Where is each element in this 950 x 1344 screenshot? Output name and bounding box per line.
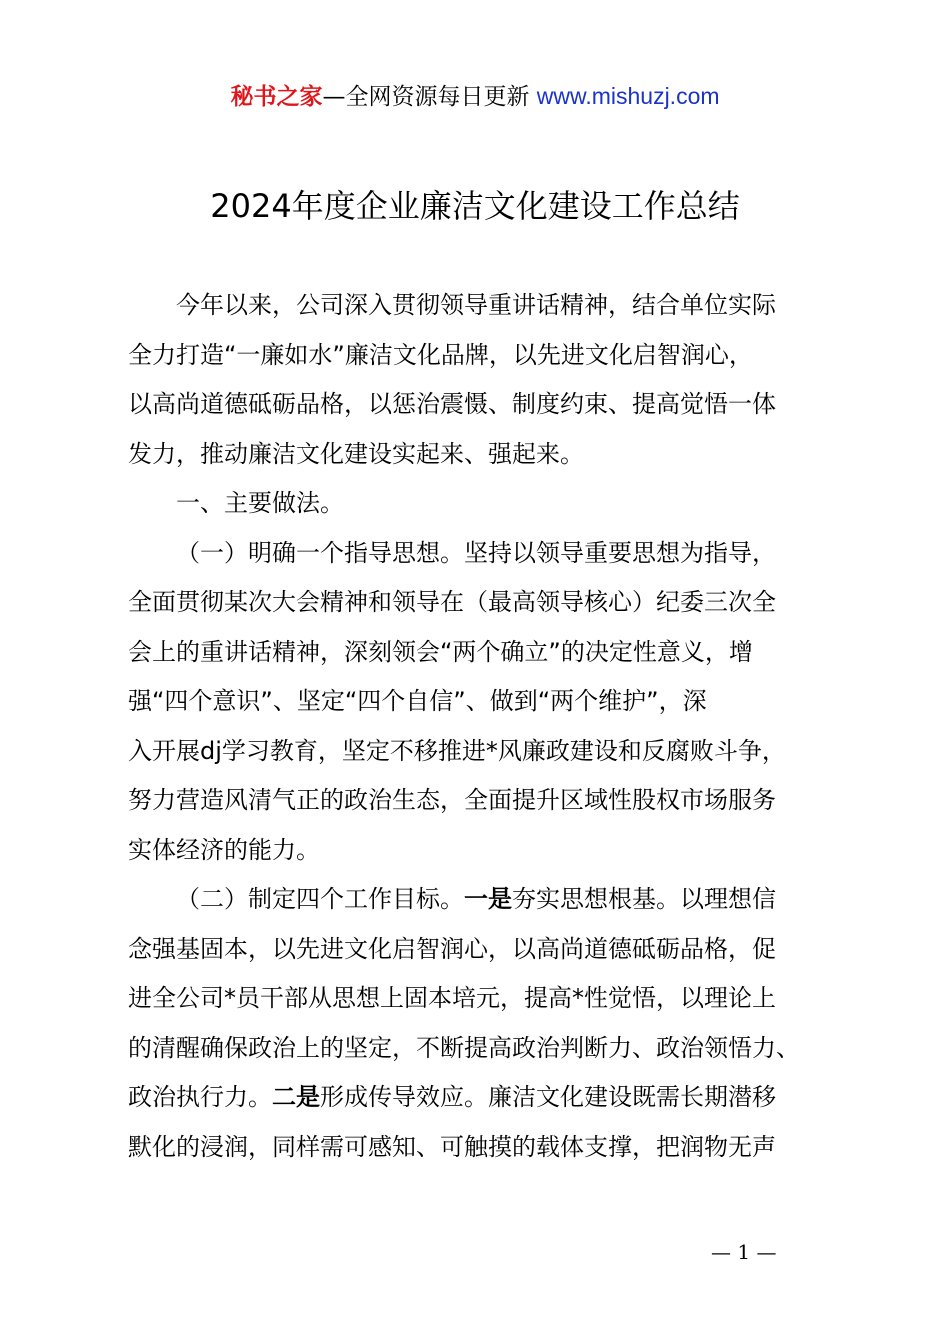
sub2-line-1-prefix: （二）制定四个工作目标。 [176,885,464,913]
sub1-line-3: 会上的重讲话精神，深刻领会“两个确立”的决定性意义，增 [128,637,753,666]
sub1-line-6: 努力营造风清气正的政治生态，全面提升区域性股权市场服务 [128,786,776,814]
subsection-1-paragraph [128,529,838,876]
intro-paragraph [128,281,838,479]
sub1-line-2: 全面贯彻某次大会精神和领导在（最高领导核心）纪委三次全 [128,588,776,616]
brand-name: 秘书之家 [230,84,323,110]
sub2-marker-two: 二是 [272,1083,320,1111]
sub2-line-1 [128,875,838,925]
site-url-link[interactable]: www.mishuzj.com [536,83,720,109]
sub1-line-5: 入开展dj学习教育，坚定不移推进*风廉政建设和反腐败斗争， [128,736,786,765]
header-slogan: —全网资源每日更新 [322,84,530,110]
page-number: — 1 — [711,1240,777,1264]
sub2-line-5 [128,1073,838,1123]
sub2-line-4: 的清醒确保政治上的坚定，不断提高政治判断力、政治领悟力、 [128,1033,800,1062]
sub2-line-3: 进全公司*员干部从思想上固本培元，提高*性觉悟，以理论上 [128,984,776,1012]
sub2-line-1-suffix: 夯实思想根基。以理想信 [512,885,776,913]
sub2-line-6: 默化的浸润，同样需可感知、可触摸的载体支撑，把润物无声 [128,1132,776,1161]
sub2-marker-one: 一是 [464,885,512,913]
section-heading-text: 一、主要做法。 [176,489,344,517]
sub2-line-2: 念强基固本，以先进文化启智润心，以高尚道德砥砺品格，促 [128,934,776,963]
intro-line-1: 今年以来，公司深入贯彻领导重讲话精神，结合单位实际 [176,291,776,319]
section-1-heading [128,479,838,529]
sub1-line-4: 强“四个意识”、坚定“四个自信”、做到“两个维护”，深 [128,687,707,715]
site-header [0,80,950,113]
sub1-line-1: （一）明确一个指导思想。坚持以领导重要思想为指导， [176,538,776,567]
subsection-2-paragraph [128,875,838,1172]
document-body [128,281,838,1172]
sub2-line-5-prefix: 政治执行力。 [128,1083,272,1111]
sub2-line-5-suffix: 形成传导效应。廉洁文化建设既需长期潜移 [320,1083,776,1111]
document-title: 2024年度企业廉洁文化建设工作总结 [210,187,740,225]
intro-line-2: 全力打造“一廉如水”廉洁文化品牌，以先进文化启智润心， [128,340,753,369]
sub1-line-7: 实体经济的能力。 [128,835,320,864]
intro-line-4: 发力，推动廉洁文化建设实起来、强起来。 [128,439,584,468]
intro-line-3: 以高尚道德砥砺品格，以惩治震慑、制度约束、提高觉悟一体 [128,390,776,418]
